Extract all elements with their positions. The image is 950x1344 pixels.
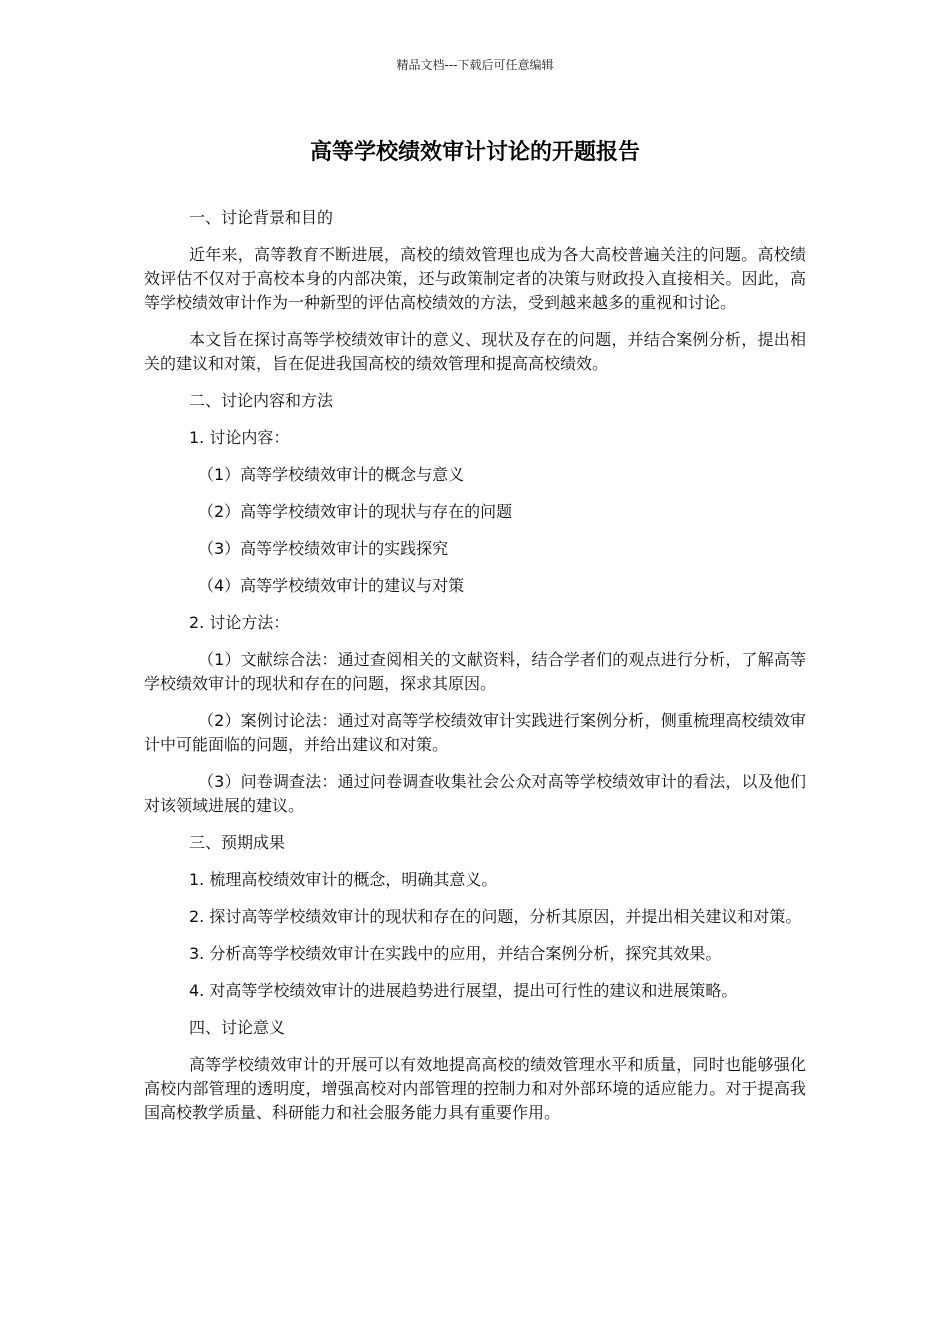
section-heading-expected-results: 三、预期成果 bbox=[189, 833, 286, 852]
list-item: （2）高等学校绩效审计的现状与存在的问题 bbox=[198, 502, 513, 521]
subheading-content: 1. 讨论内容： bbox=[189, 428, 290, 447]
list-item: （3）高等学校绩效审计的实践探究 bbox=[198, 539, 449, 558]
result-item: 4. 对高等学校绩效审计的进展趋势进行展望，提出可行性的建议和进展策略。 bbox=[189, 981, 738, 1000]
method-paragraph: （2）案例讨论法：通过对高等学校绩效审计实践进行案例分析，侧重梳理高校绩效审计中可能面临的问题，并给出建议和对策。 bbox=[144, 711, 806, 754]
body-paragraph: 近年来，高等教育不断进展，高校的绩效管理也成为各大高校普遍关注的问题。高校绩效评估不仅对于高校本身的内部决策，还与政策制定者的决策与财政投入直接相关。因此，高等学校绩效审计作为一种新型的评估高校绩效的方法，受到越来越多的重视和讨论。 bbox=[144, 245, 806, 312]
method-paragraph: （1）文献综合法：通过查阅相关的文献资料，结合学者们的观点进行分析，了解高等学校绩效审计的现状和存在的问题，探求其原因。 bbox=[144, 650, 806, 693]
section-heading-background: 一、讨论背景和目的 bbox=[189, 208, 334, 227]
section-heading-significance: 四、讨论意义 bbox=[189, 1018, 286, 1037]
body-paragraph: 本文旨在探讨高等学校绩效审计的意义、现状及存在的问题，并结合案例分析，提出相关的建议和对策，旨在促进我国高校的绩效管理和提高高校绩效。 bbox=[144, 330, 806, 373]
list-item: （4）高等学校绩效审计的建议与对策 bbox=[198, 576, 465, 595]
subheading-method: 2. 讨论方法： bbox=[189, 613, 290, 632]
list-item: （1）高等学校绩效审计的概念与意义 bbox=[198, 465, 465, 484]
result-item: 1. 梳理高校绩效审计的概念，明确其意义。 bbox=[189, 870, 498, 889]
body-paragraph: 高等学校绩效审计的开展可以有效地提高高校的绩效管理水平和质量，同时也能够强化高校内部管理的透明度，增强高校对内部管理的控制力和对外部环境的适应能力。对于提高我国高校教学质量、科研能力和社会服务能力具有重要作用。 bbox=[144, 1055, 806, 1122]
result-item: 2. 探讨高等学校绩效审计的现状和存在的问题，分析其原因，并提出相关建议和对策。 bbox=[189, 907, 802, 926]
document-body bbox=[144, 206, 806, 1138]
document-title: 高等学校绩效审计讨论的开题报告 bbox=[309, 140, 640, 165]
result-item: 3. 分析高等学校绩效审计在实践中的应用，并结合案例分析，探究其效果。 bbox=[189, 944, 722, 963]
page-header-watermark: 精品文档---下载后可任意编辑 bbox=[396, 58, 554, 72]
method-paragraph: （3）问卷调查法：通过问卷调查收集社会公众对高等学校绩效审计的看法，以及他们对该领域进展的建议。 bbox=[144, 772, 806, 815]
section-heading-content-method: 二、讨论内容和方法 bbox=[189, 391, 334, 410]
